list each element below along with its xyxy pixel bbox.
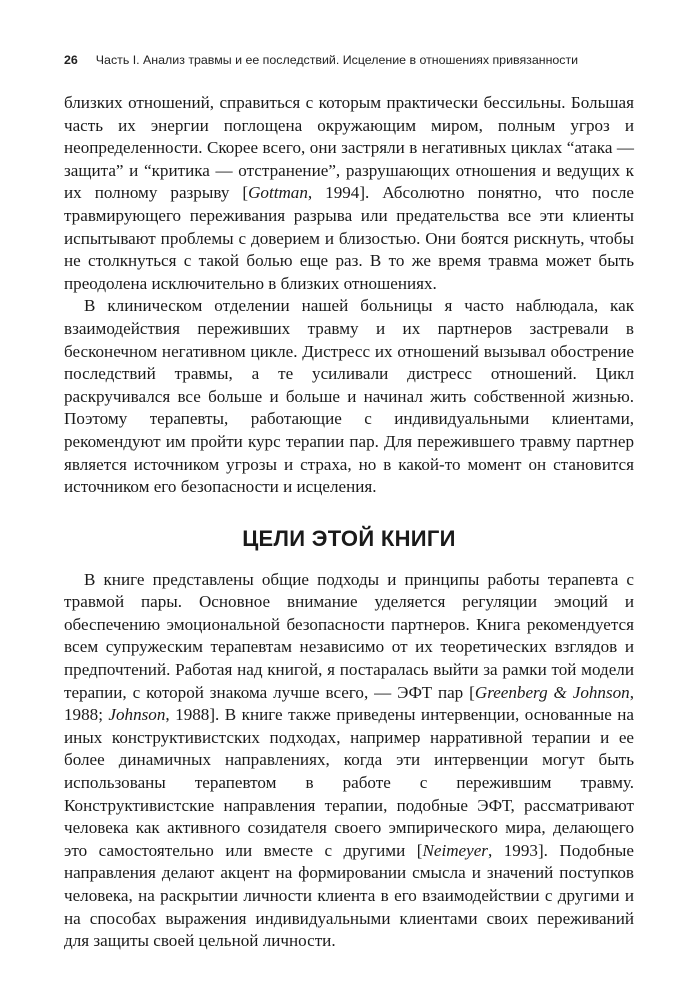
- citation-author: Gottman: [248, 183, 308, 203]
- citation-author: Greenberg & Johnson: [474, 682, 630, 702]
- paragraph: В клиническом отделении нашей больницы я часто наблюдала, как взаимодействия переживших травму и их партнеров застревали в бесконечном негативном цикле. Дистресс их отношений вызывал обострение последствий травмы, а те усиливали дистресс отношений. Цикл раскручивался все больше и больше и начинал жить собственной жизнью. Поэтому терапевты, работающие с индивидуальными клиентами, рекомендуют им пройти курс терапии пар. Для пережившего травму партнер является источником угрозы и страха, но в какой-то момент он становится источником его безопасности и исцеления.: [64, 296, 634, 497]
- running-header: [64, 53, 644, 67]
- page-number: 26: [64, 53, 78, 67]
- citation-author: Neimeyer: [422, 840, 488, 860]
- paragraph-text: , 1988]. В книге также приведены интервенции, основанные на иных конструктивистских подходах, например нарративной терапии и ее более динамичных направлениях, когда эти интервенции могут быть использованы терапевтом в работе с пережившим травму. Конструктивистские направления терапии, подобные ЭФТ, рассматривают человека как активного созидателя своего эмпирического мира, делающего это самостоятельно или вместе с другими [: [64, 705, 634, 860]
- paragraph-text: В книге представлены общие подходы и принципы работы терапевта с травмой пары. Основное внимание уделяется регуляции эмоций и обеспечению эмоциональной безопасности партнеров. Книга рекомендуется всем супружеским терапевтам независимо от их теоретических взглядов и предпочтений. Работая над книгой, я постаралась выйти за рамки той модели терапии, с которой знакома лучше всего, — ЭФТ пар [: [64, 569, 634, 702]
- citation-author: Johnson: [108, 705, 166, 725]
- paragraph-text: , 1993]. Подобные направления делают акцент на формировании смысла и значений поступков человека, на раскрытии личности клиента в его взаимодействии с другими и на способах выражения индивидуальными клиентами своих переживаний для защиты своей цельной личности.: [64, 840, 634, 951]
- paragraph-text: , 1988;: [64, 682, 634, 725]
- paragraph-continued: [64, 92, 634, 295]
- paragraph-text: близких отношений, справиться с которым практически бессильны. Большая часть их энергии поглощена окружающим миром, полным угроз и неопределенности. Скорее всего, они застряли в негативных циклах “атака — защита” и “критика — отстранение”, разрушающих отношения и ведущих к их полному разрыву [: [64, 93, 634, 203]
- running-title: Часть I. Анализ травмы и ее последствий. Исцеление в отношениях привязанности: [95, 53, 579, 67]
- paragraph-text: , 1994]. Абсолютно понятно, что после травмирующего переживания разрыва или предательства все эти клиенты испытывают проблемы с доверием и близостью. Они боятся рискнуть, чтобы не столкнуться с такой болью еще раз. В то же время травма может быть преодолена исключительно в близких отношениях.: [64, 183, 634, 293]
- paragraph: [64, 569, 634, 953]
- section-heading: ЦЕЛИ ЭТОЙ КНИГИ: [242, 525, 456, 551]
- body-text: [64, 92, 634, 953]
